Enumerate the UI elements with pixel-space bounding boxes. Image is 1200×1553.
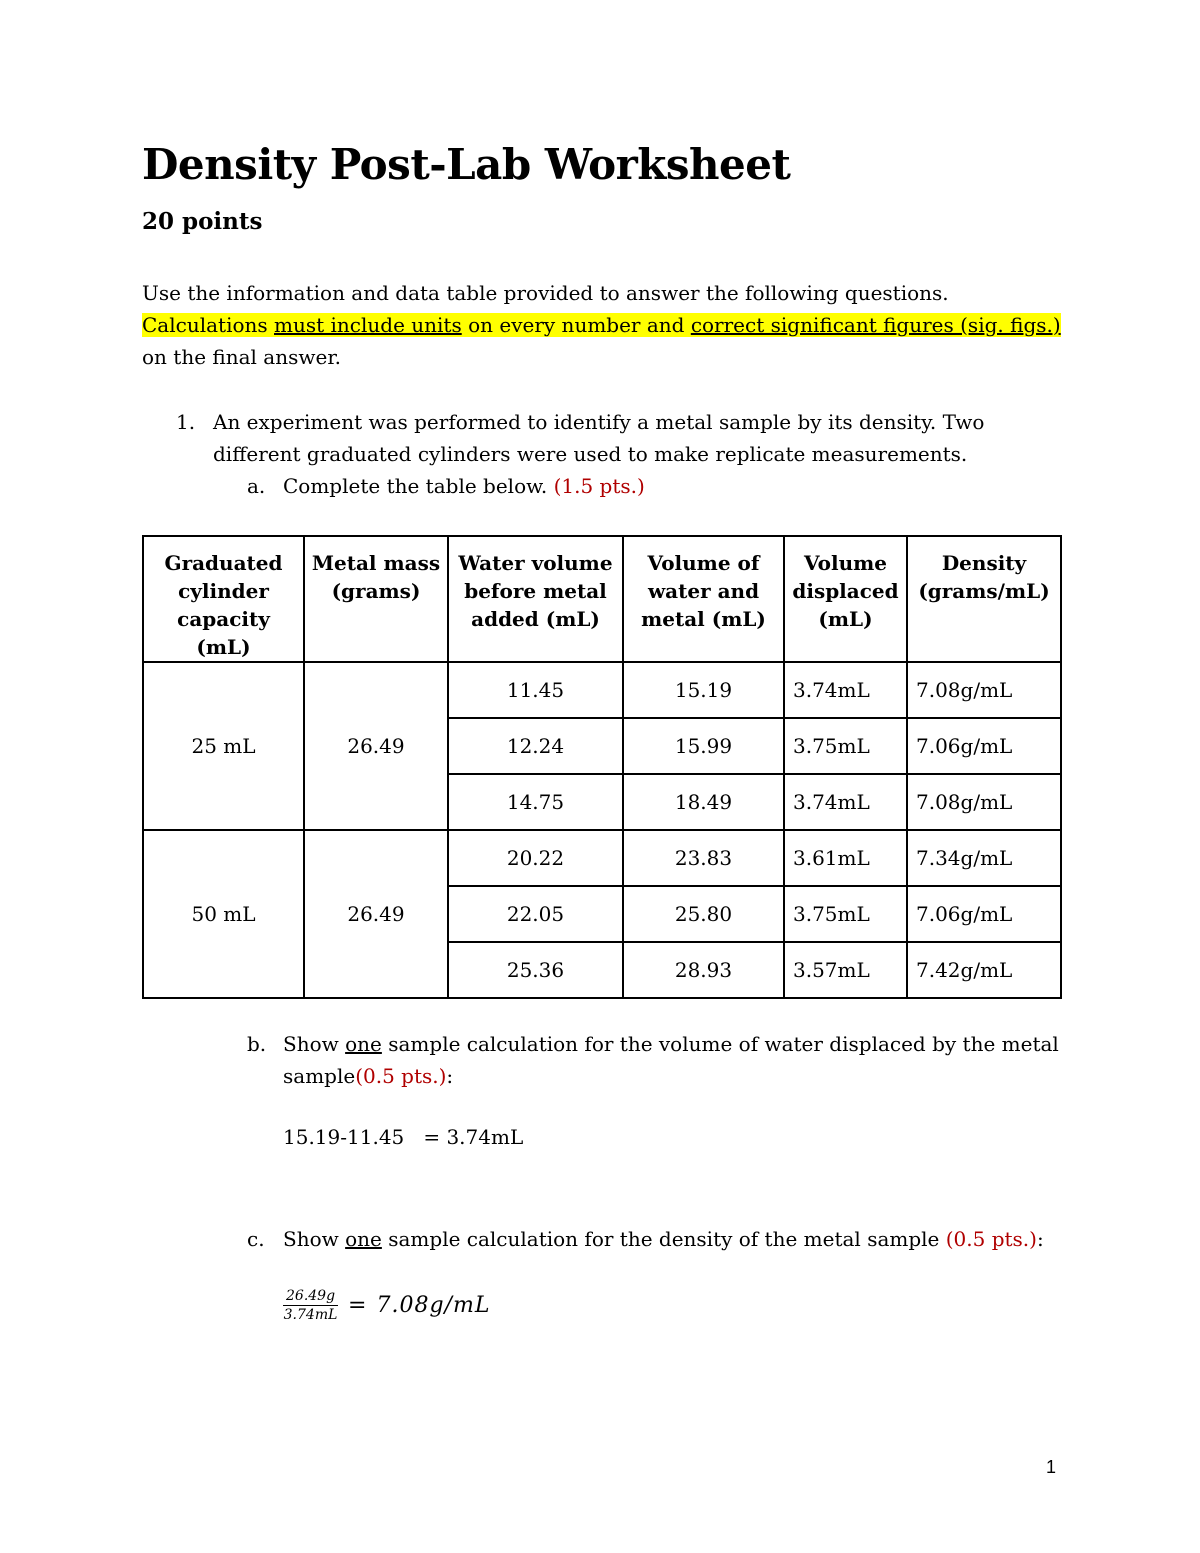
question-1c-emphasis: one [345,1227,382,1251]
highlight-text-sigfigs: correct significant figures (sig. figs.) [690,313,1061,337]
cell-displaced: 3.61mL [784,830,907,886]
question-1c-text-1: Show [283,1227,346,1251]
formula-fraction [283,1288,338,1323]
header-cylinder-capacity: Graduated cylinder capacity (mL) [143,536,304,662]
question-1 [176,406,1076,470]
header-volume-water-metal: Volume of water and metal (mL) [623,536,784,662]
instructions-line-1: Use the information and data table provided to answer the following questions. [142,281,949,305]
cell-before: 25.36 [448,942,623,998]
cell-displaced: 3.75mL [784,886,907,942]
formula-result: 7.08g/mL [376,1293,491,1318]
question-1b-text-1: Show [283,1032,346,1056]
cell-after: 18.49 [623,774,784,830]
question-1b-answer: 15.19-11.45 = 3.74mL [283,1125,524,1149]
page-title: Density Post-Lab Worksheet [142,140,791,189]
formula-denominator: 3.74mL [283,1307,338,1323]
header-water-volume-before: Water volume before metal added (mL) [448,536,623,662]
density-formula [283,1288,490,1323]
question-1c-colon: : [1036,1227,1044,1251]
question-1b-colon: : [446,1064,454,1088]
cell-density: 7.42g/mL [907,942,1061,998]
question-1-line-1: An experiment was performed to identify a metal sample by its density. Two [213,410,985,434]
cell-before: 22.05 [448,886,623,942]
cell-displaced: 3.75mL [784,718,907,774]
highlight-text-units: must include units [274,313,462,337]
cell-after: 25.80 [623,886,784,942]
table-row [143,662,1061,718]
formula-numerator: 26.49g [283,1288,338,1306]
question-1-number: 1. [176,410,196,434]
cell-after: 28.93 [623,942,784,998]
question-1a [247,470,645,502]
cell-mass-25: 26.49 [304,662,448,830]
question-1b-letter: b. [247,1032,267,1056]
question-1b-emphasis: one [345,1032,382,1056]
page-number: 1 [1046,1457,1057,1477]
question-1a-letter: a. [247,474,266,498]
table-row [143,830,1061,886]
cell-density: 7.06g/mL [907,886,1061,942]
highlight-text-1: Calculations [142,313,275,337]
question-1b [247,1028,1067,1092]
highlight-text-3: on every number and [461,313,691,337]
question-1c-letter: c. [247,1227,265,1251]
cell-density: 7.08g/mL [907,774,1061,830]
cell-displaced: 3.74mL [784,662,907,718]
points-total: 20 points [142,208,263,235]
question-1b-text-2: sample calculation for the volume of water displaced by the metal sample [283,1032,1059,1088]
header-metal-mass: Metal mass (grams) [304,536,448,662]
header-density: Density (grams/mL) [907,536,1061,662]
instructions [142,277,1102,373]
instructions-line-3: on the final answer. [142,345,342,369]
cell-density: 7.06g/mL [907,718,1061,774]
question-1a-points: (1.5 pts.) [553,474,645,498]
question-1-line-2: different graduated cylinders were used to make replicate measurements. [213,442,968,466]
question-1a-text: Complete the table below. [283,474,554,498]
cell-capacity-50: 50 mL [143,830,304,998]
cell-before: 14.75 [448,774,623,830]
data-table [142,535,1062,999]
cell-before: 20.22 [448,830,623,886]
formula-equals: = [348,1293,367,1318]
cell-before: 12.24 [448,718,623,774]
question-1c-points: (0.5 pts.) [945,1227,1037,1251]
question-1c [247,1223,1044,1255]
cell-after: 15.19 [623,662,784,718]
cell-capacity-25: 25 mL [143,662,304,830]
question-1b-points: (0.5 pts.) [355,1064,447,1088]
header-volume-displaced: Volume displaced (mL) [784,536,907,662]
question-1c-text-2: sample calculation for the density of the metal sample [381,1227,946,1251]
cell-before: 11.45 [448,662,623,718]
cell-density: 7.34g/mL [907,830,1061,886]
cell-after: 15.99 [623,718,784,774]
cell-mass-50: 26.49 [304,830,448,998]
instructions-highlighted-line [142,309,1102,341]
cell-after: 23.83 [623,830,784,886]
table-header-row [143,536,1061,662]
cell-density: 7.08g/mL [907,662,1061,718]
cell-displaced: 3.57mL [784,942,907,998]
cell-displaced: 3.74mL [784,774,907,830]
